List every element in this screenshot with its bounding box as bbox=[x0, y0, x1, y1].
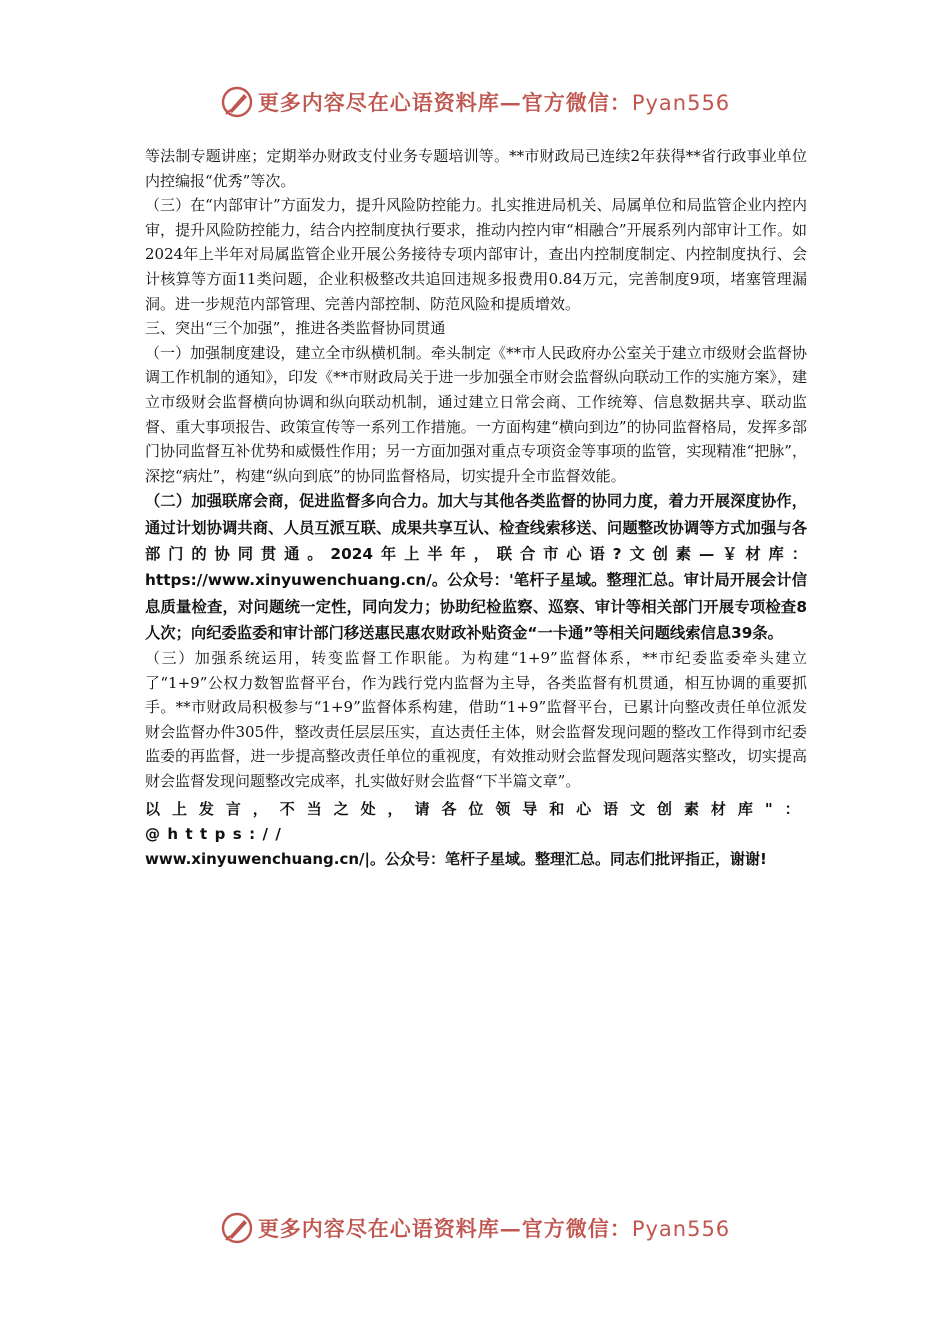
wechat-id: Pyan556 bbox=[631, 1217, 731, 1241]
footer-banner bbox=[0, 1208, 950, 1248]
closing-line-1: 以上发言，不当之处，请各位领导和心语文创素材库"：@https:// bbox=[145, 799, 807, 843]
header-banner bbox=[0, 82, 950, 122]
banner-text: 更多内容尽在心语资料库—官方微信：Pyan556 bbox=[257, 1216, 731, 1241]
wechat-id: Pyan556 bbox=[631, 91, 731, 115]
paragraph-2: （三）在“内部审计”方面发力，提升风险防控能力。扎实推进局机关、局属单位和局监管企业内控内审，提升风险防控能力，结合内控制度执行要求，推动内控内审“相融合”开展系列内部审计工作。如2024年上半年对局属监管企业开展公务接待专项内部审计，查出内控制度制定、内控制度执行、会计核算等方面11类问题，企业积极整改共追回违规多报费用0.84万元，完善制度9项，堵塞管理漏洞。进一步规范内部管理、完善内部控制、防范风险和提质增效。 bbox=[145, 196, 807, 313]
section-heading-3: 三、突出“三个加强”，推进各类监督协同贯通 bbox=[145, 319, 446, 338]
pen-feather-logo-icon bbox=[220, 85, 254, 119]
banner-text: 更多内容尽在心语资料库—官方微信：Pyan556 bbox=[257, 90, 731, 115]
paragraph-5-bold: （二）加强联席会商，促进监督多向合力。加大与其他各类监督的协同力度，着力开展深度协作，通过计划协调共商、人员互派互联、成果共享互认、检查线索移送、问题整改协调等方式加强与各部门的协同贯通。2024年上半年，联合市心语?文创素—￥材库：https://www.xinyuwenchuang.cn/。公众号：'笔杆子星域。整理汇总。审计局开展会计信息质量检查，对问题统一定性，同向发力；协助纪检监察、巡察、审计等相关部门开展专项检查8人次；向纪委监委和审计部门移送惠民惠农财政补贴资金“一卡通”等相关问题线索信息39条。 bbox=[145, 492, 807, 642]
document-body bbox=[145, 144, 807, 872]
paragraph-4: （一）加强制度建设，建立全市纵横机制。牵头制定《**市人民政府办公室关于建立市级财会监督协调工作机制的通知》，印发《**市财政局关于进一步加强全市财会监督纵向联动工作的实施方案》，建立市级财会监督横向协调和纵向联动机制，通过建立日常会商、工作统筹、信息数据共享、联动监督、重大事项报告、政策宣传等一系列工作措施。一方面构建“横向到边”的协同监督格局，发挥多部门协同监督互补优势和威慑性作用；另一方面加强对重点专项资金等事项的监管，实现精准“把脉”，深挖“病灶”，构建“纵向到底”的协同监督格局，切实提升全市监督效能。 bbox=[145, 343, 807, 485]
paragraph-6: （三）加强系统运用，转变监督工作职能。为构建“1+9”监督体系，**市纪委监委牵头建立了“1+9”公权力数智监督平台，作为践行党内监督为主导，各类监督有机贯通，相互协调的重要抓手。**市财政局积极参与“1+9”监督体系构建，借助“1+9”监督平台，已累计向整改责任单位派发财会监督办件305件，整改责任层层压实，直达责任主体，财会监督发现问题的整改工作得到市纪委监委的再监督，进一步提高整改责任单位的重视度，有效推动财会监督发现问题落实整改，切实提高财会监督发现问题整改完成率，扎实做好财会监督“下半篇文章”。 bbox=[145, 649, 807, 791]
closing-paragraph bbox=[145, 797, 807, 872]
paragraph-1: 等法制专题讲座；定期举办财政支付业务专题培训等。**市财政局已连续2年获得**省行政事业单位内控编报“优秀”等次。 bbox=[145, 147, 807, 190]
pen-feather-logo-icon bbox=[220, 1211, 254, 1245]
closing-line-2: www.xinyuwenchuang.cn/|。公众号：笔杆子星域。整理汇总。同志们批评指正，谢谢! bbox=[145, 849, 767, 868]
